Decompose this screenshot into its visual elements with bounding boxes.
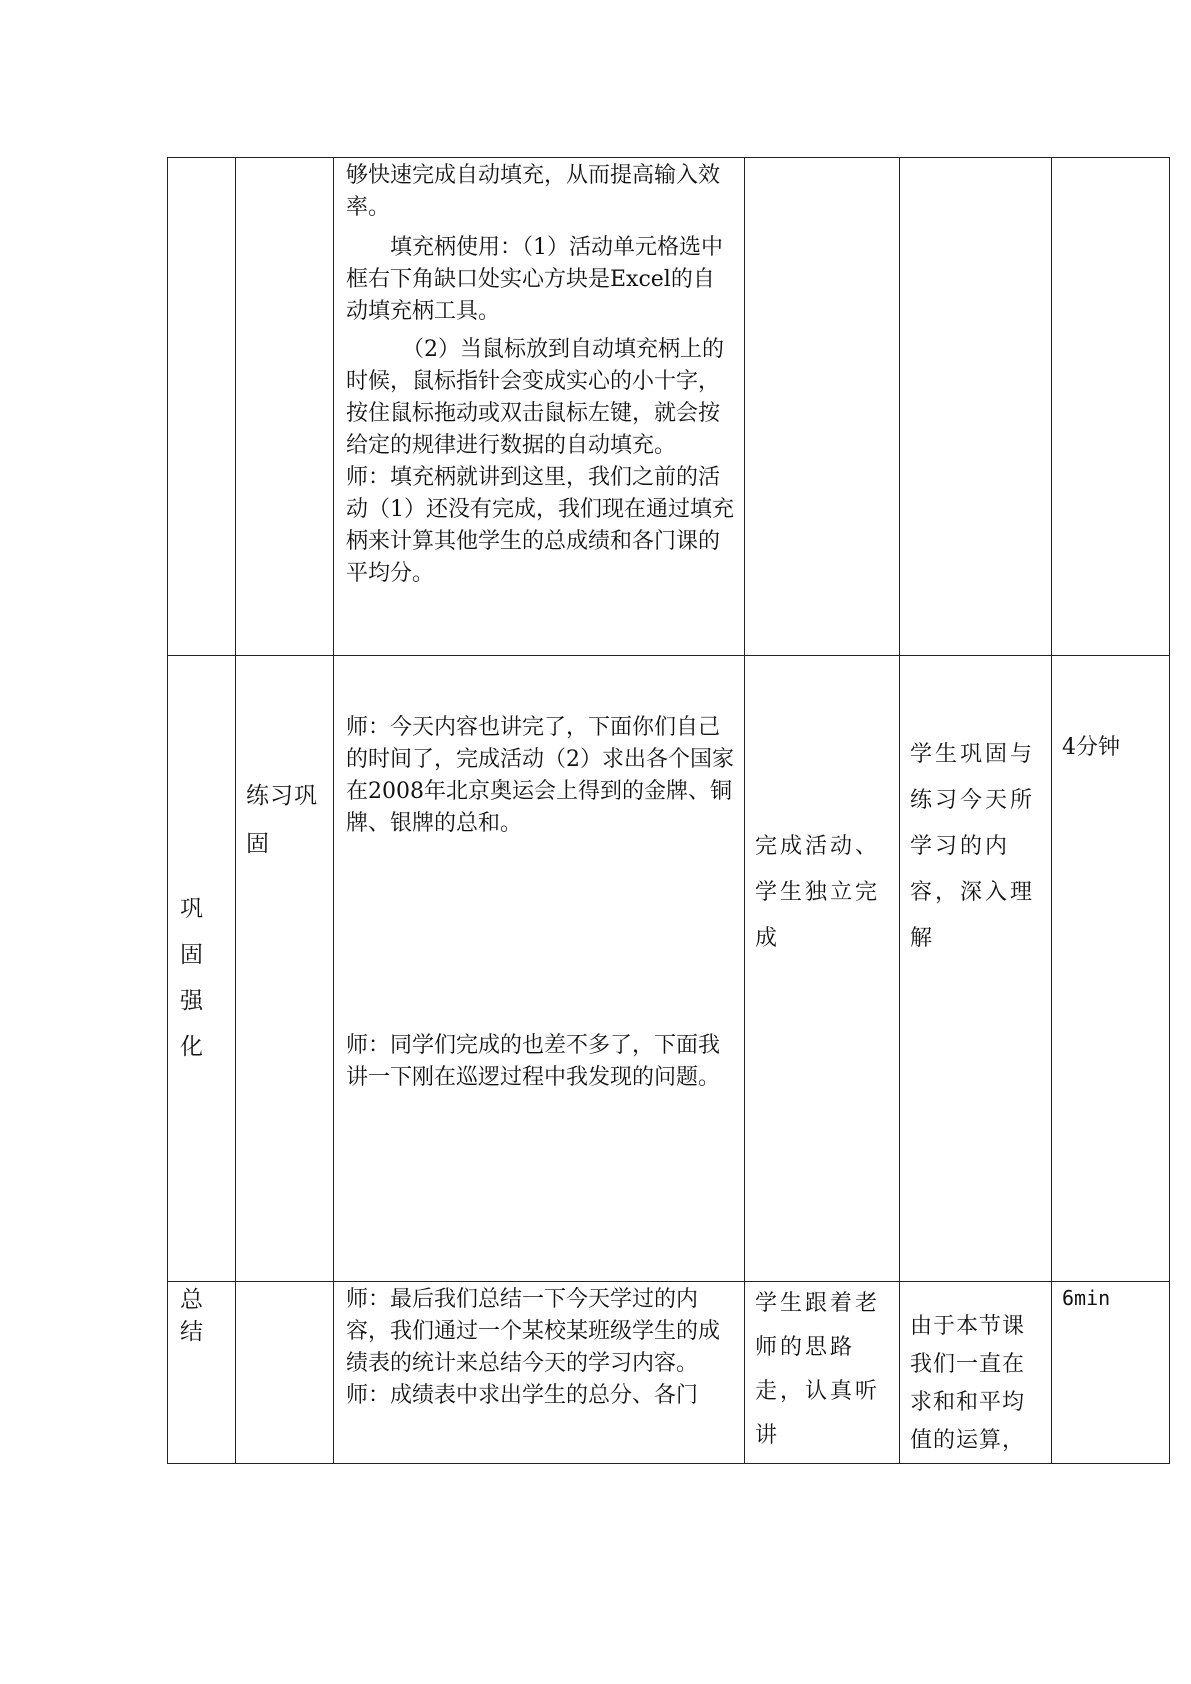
stage-text: 巩固强化 <box>180 896 203 1060</box>
student-activity-cell <box>745 1282 900 1464</box>
step-text: 练习巩固 <box>246 783 318 857</box>
step-cell <box>236 656 334 1282</box>
design-intent-text: 由于本节课我们一直在求和和平均值的运算， <box>910 1314 1026 1453</box>
content-paragraph: （2）当鼠标放到自动填充柄上的时候，鼠标指针会变成实心的小十字，按住鼠标拖动或双击鼠标左键，就会按给定的规律进行数据的自动填充。 <box>346 337 724 458</box>
stage-cell <box>168 1282 236 1464</box>
time-cell <box>1052 656 1170 1282</box>
content-paragraph: 师：最后我们总结一下今天学过的内容，我们通过一个某校某班级学生的成绩表的统计来总结今天的学习内容。 <box>346 1287 721 1376</box>
table-row <box>168 158 1170 656</box>
stage-text: 总结 <box>180 1287 203 1345</box>
step-cell <box>236 158 334 656</box>
content-cell <box>334 158 745 656</box>
step-cell <box>236 1282 334 1464</box>
student-activity-text: 学生跟着老师的思路走，认真听讲 <box>755 1291 881 1448</box>
student-activity-cell <box>745 158 900 656</box>
time-cell <box>1052 1282 1170 1464</box>
content-paragraph: 填充柄使用：（1）活动单元格选中框右下角缺口处实心方块是Excel的自动填充柄工具。 <box>346 235 723 324</box>
student-activity-text: 完成活动、学生独立完成 <box>755 834 881 951</box>
content-paragraph: 师：今天内容也讲完了，下面你们自己的时间了，完成活动（2）求出各个国家在2008年北京奥运会上得到的金牌、铜牌、银牌的总和。 <box>346 715 734 836</box>
content-cell <box>334 656 745 1282</box>
content-paragraph: 师：填充柄就讲到这里，我们之前的活动（1）还没有完成，我们现在通过填充柄来计算其他学生的总成绩和各门课的平均分。 <box>346 465 734 586</box>
stage-cell <box>168 158 236 656</box>
design-intent-cell <box>900 656 1052 1282</box>
content-paragraph: 师：成绩表中求出学生的总分、各门 <box>346 1383 699 1408</box>
lesson-plan-table <box>167 157 1170 1464</box>
time-text: 4分钟 <box>1062 735 1120 760</box>
design-intent-text: 学生巩固与练习今天所学习的内容，深入理解 <box>910 742 1036 951</box>
design-intent-cell <box>900 1282 1052 1464</box>
student-activity-cell <box>745 656 900 1282</box>
time-text: 6min <box>1062 1286 1111 1310</box>
table-row <box>168 656 1170 1282</box>
design-intent-cell <box>900 158 1052 656</box>
stage-cell <box>168 656 236 1282</box>
content-paragraph: 够快速完成自动填充，从而提高输入效率。 <box>346 163 721 220</box>
time-cell <box>1052 158 1170 656</box>
table-row <box>168 1282 1170 1464</box>
content-cell <box>334 1282 745 1464</box>
content-paragraph: 师：同学们完成的也差不多了，下面我讲一下刚在巡逻过程中我发现的问题。 <box>346 1033 721 1090</box>
